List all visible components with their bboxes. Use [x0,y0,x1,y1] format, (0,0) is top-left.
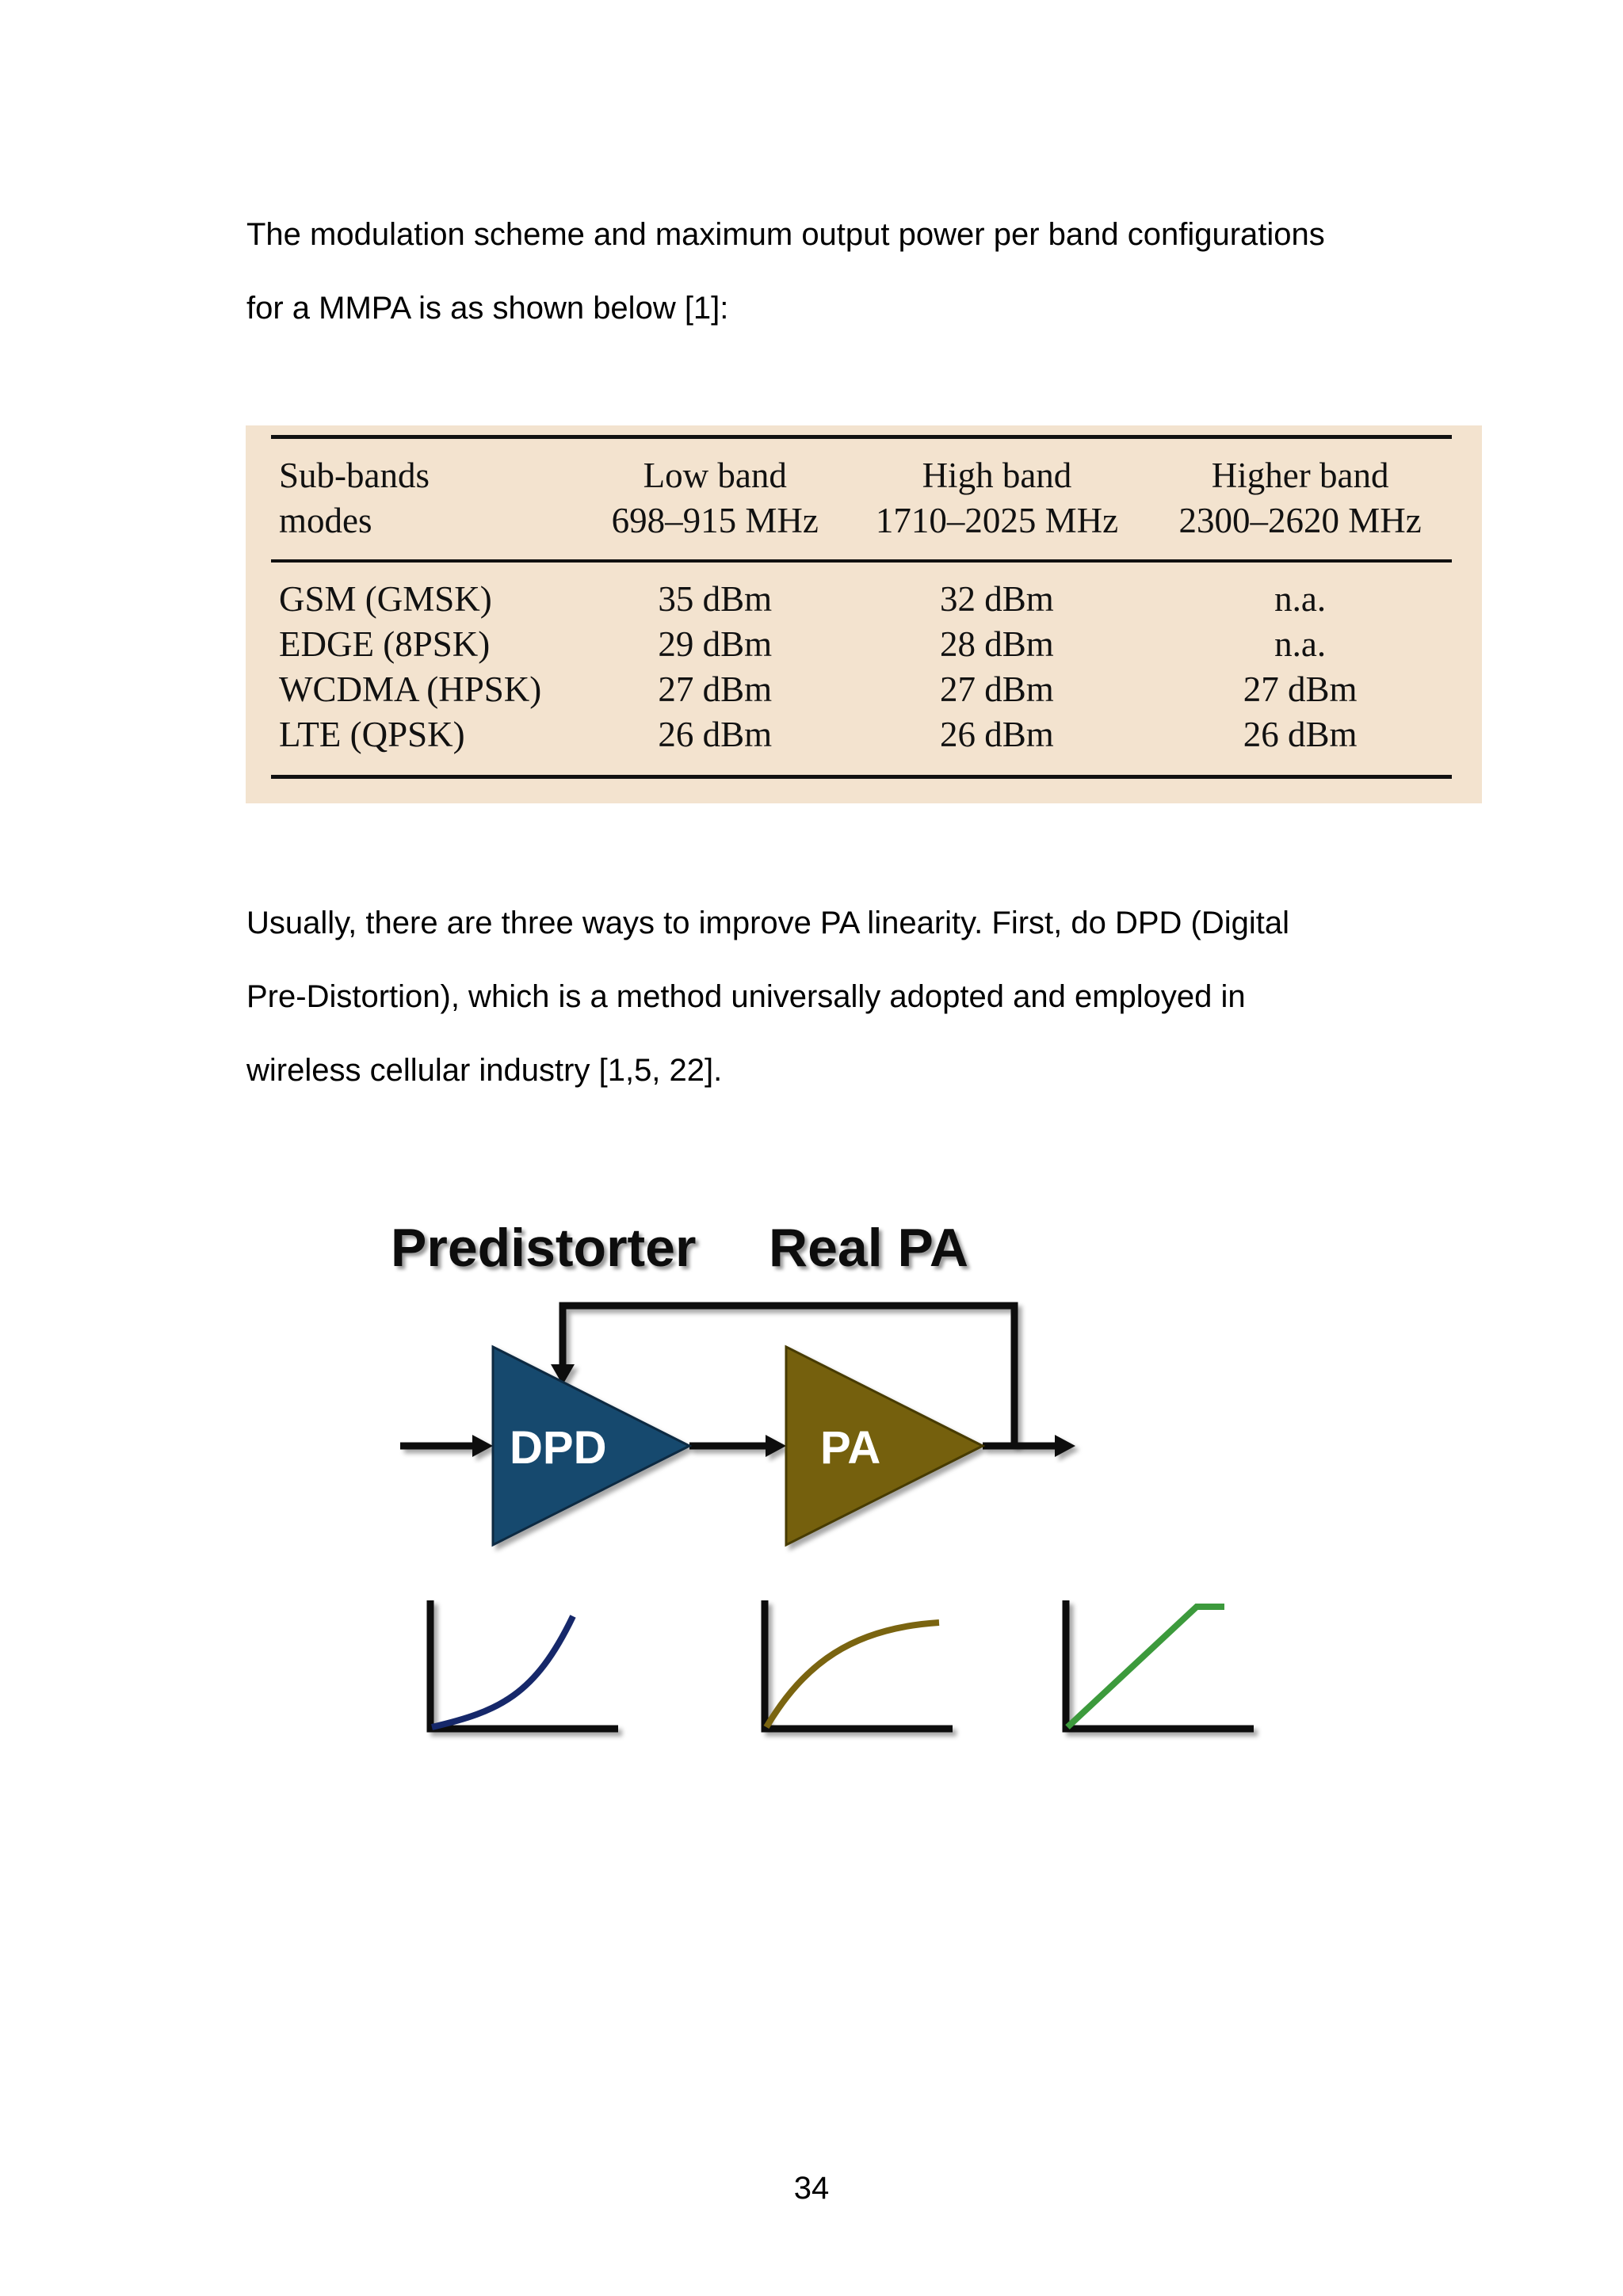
table-cell: n.a. [1274,579,1327,619]
header-higher-band: Higher band [1148,437,1452,499]
paragraph-line: Pre-Distortion), which is a method universally adopted and employed in [246,979,1246,1014]
table-row [271,667,1452,712]
table-cell: 27 dBm [940,669,1054,709]
table-cell: 32 dBm [940,579,1054,619]
table-cell: 26 dBm [1148,712,1452,777]
header-low-band: Low band [585,437,846,499]
paragraph-dpd [246,887,1483,1108]
pa-label: PA [820,1422,881,1474]
input-arrow [400,1435,493,1457]
dpd-block-diagram [357,1188,1323,1846]
paragraph-line: Usually, there are three ways to improve PA linearity. First, do DPD (Digital [246,906,1290,940]
table-cell: 27 dBm [658,669,773,709]
header-high-band: High band [846,437,1149,499]
table-header-row [271,437,1452,499]
dpd-curve-plot [430,1600,618,1729]
table-cell: 27 dBm [1243,669,1358,709]
table-row [271,622,1452,667]
table-cell: GSM (GMSK) [279,579,492,619]
table-cell: 35 dBm [658,579,773,619]
page-number: 34 [793,2171,830,2206]
table-row [271,712,1452,777]
predistorter-label: Predistorter [391,1218,697,1278]
table-cell: LTE (QPSK) [271,712,585,777]
table-row [271,561,1452,622]
pa-block [786,1347,983,1545]
header-sub-bands: Sub-bands [271,437,585,499]
linear-curve-plot [1066,1600,1254,1729]
table-cell: EDGE (8PSK) [279,624,491,664]
table-cell: n.a. [1274,624,1327,664]
paragraph-line: wireless cellular industry [1,5, 22]. [246,1053,723,1088]
table-cell: WCDMA (HPSK) [279,669,542,709]
header-low-band-range: 698–915 MHz [585,498,846,561]
mid-arrow [689,1435,786,1457]
real-pa-label: Real PA [769,1218,968,1278]
paragraph-intro [246,198,1483,345]
table-header-row [271,498,1452,561]
table-cell: 29 dBm [658,624,773,664]
paragraph-line: for a MMPA is as shown below [1]: [246,291,729,326]
header-modes: modes [271,498,585,561]
table-cell: 28 dBm [940,624,1054,664]
table-cell: 26 dBm [585,712,846,777]
output-arrow [983,1435,1075,1457]
paragraph-line: The modulation scheme and maximum output power per band configurations [246,217,1325,252]
header-higher-band-range: 2300–2620 MHz [1148,498,1452,561]
table-cell: 26 dBm [846,712,1149,777]
power-table [271,435,1452,779]
power-table-panel [246,425,1482,803]
header-high-band-range: 1710–2025 MHz [846,498,1149,561]
pa-curve-plot [765,1600,953,1729]
dpd-label: DPD [510,1422,607,1474]
dpd-block [493,1347,689,1545]
